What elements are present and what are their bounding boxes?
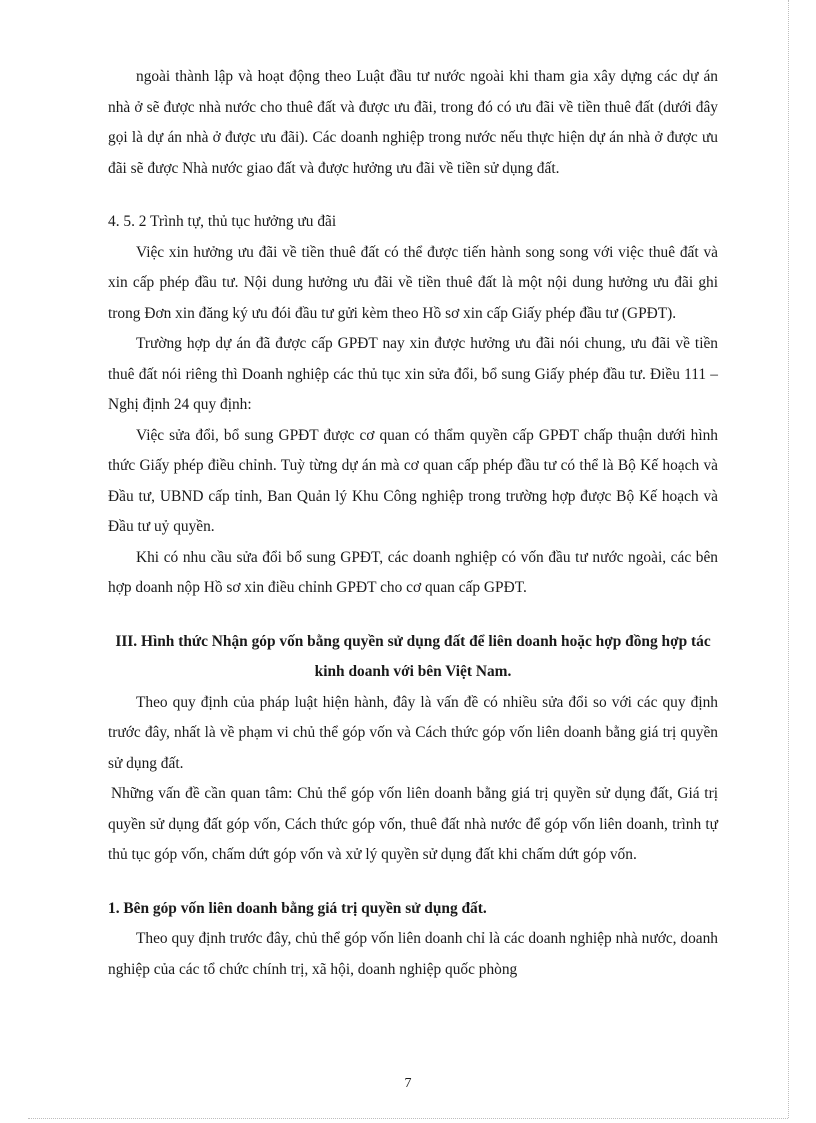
paragraph: Việc xin hưởng ưu đãi về tiền thuê đất có thể được tiến hành song song với việc thuê đất và xin cấp phép đầu tư. Nội dung hưởng ưu đãi về tiền thuê đất là một nội dung hưởng ưu đãi ghi trong Đơn xin đăng ký ưu đói đầu tư gửi kèm theo Hồ sơ xin cấp Giấy phép đầu tư (GPĐT). bbox=[108, 243, 718, 322]
subsection-heading-1: 1. Bên góp vốn liên doanh bằng giá trị quyền sử dụng đất. bbox=[108, 899, 487, 917]
paragraph: Khi có nhu cầu sửa đổi bổ sung GPĐT, các doanh nghiệp có vốn đầu tư nước ngoài, các bên hợp doanh nộp Hồ sơ xin điều chỉnh GPĐT cho cơ quan cấp GPĐT. bbox=[108, 548, 718, 596]
paragraph: Việc sửa đổi, bổ sung GPĐT được cơ quan có thẩm quyền cấp GPĐT chấp thuận dưới hình thức Giấy phép điều chỉnh. Tuỳ từng dự án mà cơ quan cấp phép đầu tư có thể là Bộ Kế hoạch và Đầu tư, UBND cấp tỉnh, Ban Quản lý Khu Công nghiệp trong trường hợp được Bộ Kế hoạch và Đầu tư uỷ quyền. bbox=[108, 426, 718, 535]
paragraph: Theo quy định của pháp luật hiện hành, đây là vấn đề có nhiều sửa đổi so với các quy định trước đây, nhất là về phạm vi chủ thể góp vốn và Cách thức góp vốn liên doanh bằng giá trị quyền sử dụng đất. bbox=[108, 693, 718, 772]
paragraph: Những vấn đề cần quan tâm: Chủ thể góp vốn liên doanh bằng giá trị quyền sử dụng đất, Giá trị quyền sử dụng đất góp vốn, Cách thức góp vốn, thuê đất nhà nước để góp vốn liên doanh, trình tự thủ tục góp vốn, chấm dứt góp vốn và xử lý quyền sử dụng đất khi chấm dứt góp vốn. bbox=[108, 785, 718, 863]
section-heading-4-5-2: 4. 5. 2 Trình tự, thủ tục hưởng ưu đãi bbox=[108, 213, 337, 230]
paragraph-continuation: ngoài thành lập và hoạt động theo Luật đầu tư nước ngoài khi tham gia xây dựng các dự án nhà ở sẽ được nhà nước cho thuê đất và được ưu đãi, trong đó có ưu đãi về tiền thuê đất (dưới đây gọi là dự án nhà ở được ưu đãi). Các doanh nghiệp trong nước nếu thực hiện dự án nhà ở được ưu đãi sẽ được Nhà nước giao đất và được hưởng ưu đãi về tiền sử dụng đất. bbox=[108, 68, 718, 177]
paragraph: Trường hợp dự án đã được cấp GPĐT nay xin được hưởng ưu đãi nói chung, ưu đãi về tiền thuê đất nói riêng thì Doanh nghiệp các thủ tục xin sửa đổi, bổ sung Giấy phép đầu tư. Điều 111 – Nghị định 24 quy định: bbox=[108, 335, 718, 413]
document-body bbox=[108, 62, 718, 985]
page-number: 7 bbox=[404, 1076, 412, 1091]
page-right-border bbox=[788, 0, 789, 1118]
paragraph: Theo quy định trước đây, chủ thể góp vốn liên doanh chỉ là các doanh nghiệp nhà nước, doanh nghiệp của các tổ chức chính trị, xã hội, doanh nghiệp quốc phòng bbox=[108, 930, 718, 978]
page-bottom-border bbox=[28, 1118, 788, 1119]
section-heading-iii: III. Hình thức Nhận góp vốn bằng quyền sử dụng đất để liên doanh hoặc hợp đồng hợp tác kinh doanh với bên Việt Nam. bbox=[115, 632, 711, 680]
